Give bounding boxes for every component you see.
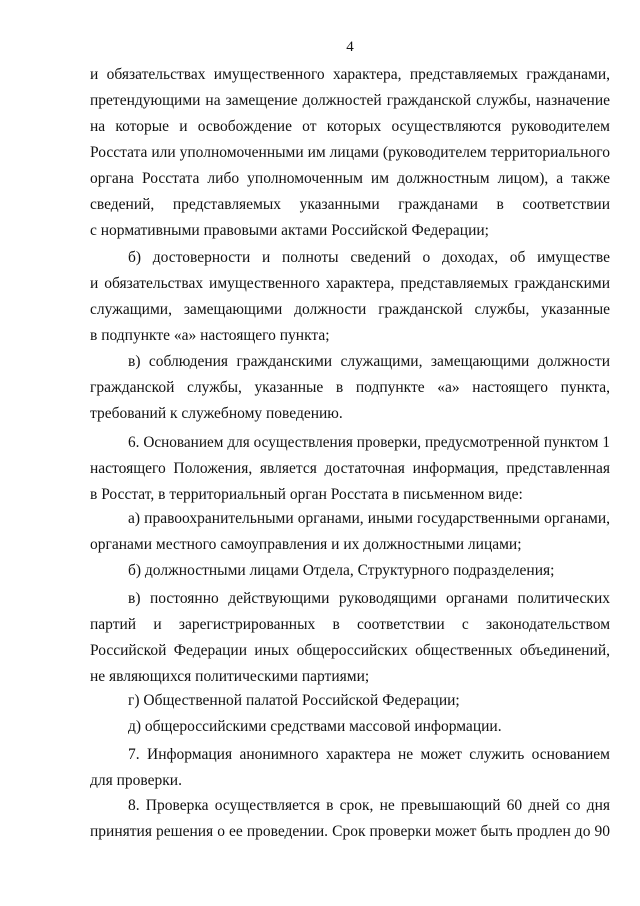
paragraph-item-d [90,714,610,740]
text-line: с нормативными правовыми актами Российской Федерации; [90,222,489,239]
text-line: не являющихся политическими партиями; [90,668,370,685]
paragraph-item-b [90,245,610,349]
text-line: партий и зарегистрированных в соответствии с законодательством [90,616,610,633]
text-line: органа Росстата либо уполномоченным им должностным лицом), а также [90,170,610,187]
text-line: в подпункте «а» настоящего пункта; [90,327,330,344]
paragraph-item-b2 [90,558,610,584]
paragraph-continuation [90,62,610,244]
paragraph-7 [90,742,610,794]
text-line: органами местного самоуправления и их должностными лицами; [90,536,522,553]
text-line: Российской Федерации иных общероссийских общественных объединений, [90,642,610,659]
paragraph-item-v2 [90,586,610,690]
text-line: 8. Проверка осуществляется в срок, не превышающий 60 дней со дня [128,797,610,814]
paragraph-8 [90,793,610,845]
page-number: 4 [346,39,354,55]
text-line: в Росстат, в территориальный орган Росстата в письменном виде: [90,486,523,503]
text-line: принятия решения о ее проведении. Срок проверки может быть продлен до 90 [90,823,610,840]
text-line: служащими, замещающими должности гражданской службы, указанные [90,301,610,318]
text-line: д) общероссийскими средствами массовой информации. [128,718,502,735]
text-line: в) соблюдения гражданскими служащими, замещающими должности [128,353,610,370]
paragraph-item-a [90,506,610,558]
text-line: требований к служебному поведению. [90,405,343,422]
text-line: а) правоохранительными органами, иными государственными органами, [128,510,610,527]
text-line: б) достоверности и полноты сведений о доходах, об имуществе [128,249,610,266]
text-line: для проверки. [90,772,182,789]
text-line: настоящего Положения, является достаточная информация, представленная [90,460,610,477]
text-line: гражданской службы, указанные в подпункте «а» настоящего пункта, [90,379,610,396]
text-line: претендующими на замещение должностей гражданской службы, назначение [90,92,610,109]
text-line: и обязательствах имущественного характера, представляемых гражданскими [90,275,610,292]
text-line: Росстата или уполномоченными им лицами (руководителем территориального [90,144,610,161]
text-line: на которые и освобождение от которых осуществляются руководителем [90,118,610,135]
paragraph-item-v [90,349,610,427]
text-line: сведений, представляемых указанными гражданами в соответствии [90,196,610,213]
text-line: г) Общественной палатой Российской Федерации; [128,692,460,709]
text-line: 6. Основанием для осуществления проверки, предусмотренной пунктом 1 [128,434,610,451]
text-line: б) должностными лицами Отдела, Структурного подразделения; [128,562,555,579]
text-line: в) постоянно действующими руководящими органами политических [128,590,610,607]
paragraph-6 [90,430,610,508]
paragraph-item-g [90,688,610,714]
text-line: и обязательствах имущественного характера, представляемых гражданами, [90,66,610,83]
text-line: 7. Информация анонимного характера не может служить основанием [128,746,610,763]
